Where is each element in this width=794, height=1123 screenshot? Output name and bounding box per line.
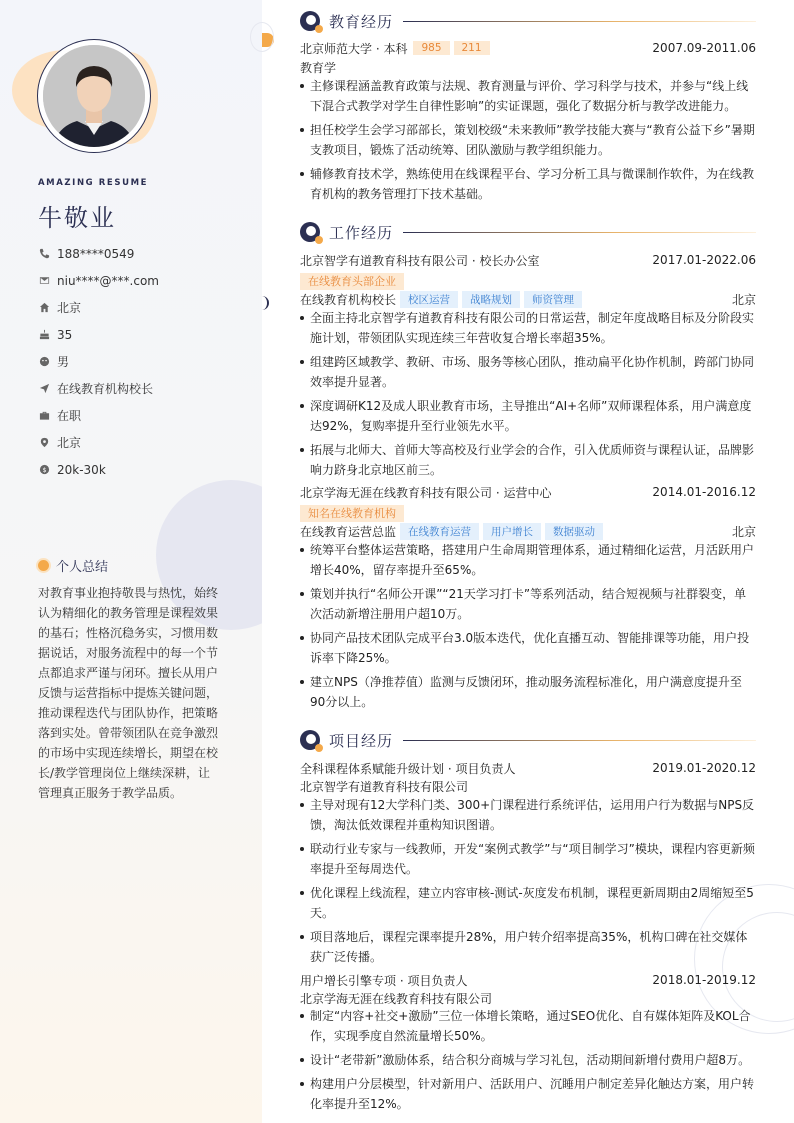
project-header — [300, 759, 756, 777]
list-item: 项目落地后，课程完课率提升28%，用户转介绍率提高35%，机构口碑在社交媒体获广泛传播。 — [300, 927, 756, 967]
location-icon — [38, 437, 50, 449]
summary-title: 个人总结 — [56, 560, 109, 575]
education-header — [300, 39, 756, 57]
project-company-row — [300, 777, 756, 795]
project-company: 北京学海无涯在线教育科技有限公司 — [300, 991, 493, 1006]
section-icon — [300, 11, 320, 31]
home-icon — [38, 302, 50, 314]
job-bullets — [300, 540, 756, 716]
contact-value: 20k-30k — [57, 462, 106, 477]
svg-text:$: $ — [41, 465, 47, 474]
section-work-heading — [300, 221, 756, 243]
skill-tag: 战略规划 — [462, 291, 520, 308]
education-date: 2007.09-2011.06 — [652, 41, 756, 55]
company-tag: 知名在线教育机构 — [300, 505, 404, 522]
project-date: 2018.01-2019.12 — [652, 973, 756, 987]
person-name: 牛敬业 — [38, 204, 116, 232]
contact-value: 在线教育机构校长 — [57, 382, 154, 396]
contact-age — [38, 321, 248, 348]
badge-211: 211 — [454, 41, 490, 55]
summary-text: 对教育事业抱持敬畏与热忱，始终认为精细化的教务管理是课程效果的基石；性格沉稳务实，习惯用数据说话，对服务流程中的每一个节点都追求严谨与闭环。擅长从用户反馈与运营指标中提炼关键问题，推动课程迭代与团队协作，把策略落到实处。曾带领团队在竞争激烈的市场中实现连续增长，期望在校长/教学管理岗位上继续深耕，让管理真正服务于教学品质。 — [38, 586, 219, 800]
section-icon — [300, 222, 320, 242]
list-item: 全面主持北京智学有道教育科技有限公司的日常运营，制定年度战略目标及分阶段实施计划，带领团队实现连续三年营收复合增长率超35%。 — [300, 308, 756, 348]
project-name: 全科课程体系赋能升级计划 · 项目负责人 — [300, 761, 516, 776]
list-item: 统筹平台整体运营策略，搭建用户生命周期管理体系，通过精细化运营，月活跃用户增长40%，留存率提升至65%。 — [300, 540, 756, 580]
job-bullets — [300, 308, 756, 484]
job-city: 北京 — [731, 524, 756, 539]
contact-value: 188****0549 — [57, 246, 135, 261]
list-item: 建立NPS（净推荐值）监测与反馈闭环，推动服务流程标准化，用户满意度提升至90分以上。 — [300, 672, 756, 712]
contact-gender — [38, 348, 248, 375]
job-header — [300, 483, 756, 501]
section-divider — [403, 232, 756, 233]
send-icon — [38, 383, 50, 395]
education-major: 教育学 — [300, 60, 337, 75]
salary-icon — [38, 464, 50, 476]
skill-tag: 师资管理 — [524, 291, 582, 308]
job-role-row — [300, 290, 756, 308]
summary-heading — [38, 556, 108, 575]
section-divider — [403, 21, 756, 22]
education-bullets — [300, 76, 756, 208]
list-item: 制定“内容+社交+激励”三位一体增长策略，通过SEO优化、自有媒体矩阵及KOL合作，实现季度自然流量增长50%。 — [300, 1006, 756, 1046]
section-divider — [403, 740, 756, 741]
contact-value: 北京 — [57, 436, 82, 450]
job-role: 在线教育运营总监 — [300, 524, 397, 539]
contact-list — [38, 240, 248, 483]
decor-notch — [262, 296, 269, 310]
mail-icon — [38, 275, 50, 287]
skill-tag: 用户增长 — [483, 523, 541, 540]
list-item: 设计“老带新”激励体系，结合积分商城与学习礼包，活动期间新增付费用户超8万。 — [300, 1050, 756, 1070]
gender-icon — [38, 356, 50, 368]
section-projects-heading — [300, 729, 756, 751]
contact-home — [38, 294, 248, 321]
avatar — [43, 45, 145, 147]
project-company-row — [300, 989, 756, 1007]
company-tag: 在线教育头部企业 — [300, 273, 404, 290]
job-header — [300, 251, 756, 269]
list-item: 拓展与北师大、首师大等高校及行业学会的合作，引入优质师资与课程认证，品牌影响力跻身北京地区前三。 — [300, 440, 756, 480]
project-bullets — [300, 1006, 756, 1118]
project-date: 2019.01-2020.12 — [652, 761, 756, 775]
project-bullets — [300, 795, 756, 971]
list-item: 担任校学生会学习部部长，策划校级“未来教师”教学技能大赛与“教育公益下乡”暑期支教项目，锻炼了活动统筹、团队激励与教学组织能力。 — [300, 120, 756, 160]
education-major-row — [300, 58, 756, 76]
section-title: 项目经历 — [329, 731, 394, 750]
section-icon — [300, 730, 320, 750]
project-header — [300, 971, 756, 989]
contact-value: 男 — [57, 355, 70, 369]
job-city: 北京 — [731, 292, 756, 307]
phone-icon — [38, 248, 50, 260]
skill-tag: 数据驱动 — [545, 523, 603, 540]
resume-tagline: AMAZING RESUME — [38, 178, 149, 188]
cake-icon — [38, 329, 50, 341]
section-title: 教育经历 — [329, 12, 394, 31]
section-education-heading — [300, 10, 756, 32]
contact-value: 在职 — [57, 409, 82, 423]
contact-value: niu****@***.com — [57, 273, 159, 288]
list-item: 深度调研K12及成人职业教育市场，主导推出“AI+名师”双师课程体系，用户满意度达92%，复购率提升至行业领先水平。 — [300, 396, 756, 436]
skill-tag: 在线教育运营 — [400, 523, 479, 540]
job-date: 2017.01-2022.06 — [652, 253, 756, 267]
school-line: 北京师范大学 · 本科 — [300, 41, 408, 56]
job-date: 2014.01-2016.12 — [652, 485, 756, 499]
sidebar — [0, 0, 262, 1123]
section-title: 工作经历 — [329, 223, 394, 242]
contact-email — [38, 267, 248, 294]
list-item: 联动行业专家与一线教师，开发“案例式教学”与“项目制学习”模块，课程内容更新频率提升至每周迭代。 — [300, 839, 756, 879]
job-role: 在线教育机构校长 — [300, 292, 397, 307]
badge-985: 985 — [413, 41, 449, 55]
job-role-row — [300, 522, 756, 540]
contact-value: 35 — [57, 327, 73, 342]
contact-value: 北京 — [57, 301, 82, 315]
contact-status — [38, 402, 248, 429]
briefcase-icon — [38, 410, 50, 422]
project-name: 用户增长引擎专项 · 项目负责人 — [300, 973, 468, 988]
contact-position — [38, 375, 248, 402]
list-item: 主导对现有12大学科门类、300+门课程进行系统评估，运用用户行为数据与NPS反馈，淘汰低效课程并重构知识图谱。 — [300, 795, 756, 835]
list-item: 策划并执行“名师公开课”“21天学习打卡”等系列活动，结合短视频与社群裂变，单次活动新增注册用户超10万。 — [300, 584, 756, 624]
contact-salary — [38, 456, 248, 483]
job-company: 北京智学有道教育科技有限公司 · 校长办公室 — [300, 253, 540, 268]
decor-ring — [250, 22, 274, 52]
list-item: 组建跨区域教学、教研、市场、服务等核心团队，推动扁平化协作机制，跨部门协同效率提升显著。 — [300, 352, 756, 392]
list-item: 协同产品技术团队完成平台3.0版本迭代，优化直播互动、智能排课等功能，用户投诉率下降25%。 — [300, 628, 756, 668]
project-company: 北京智学有道教育科技有限公司 — [300, 779, 469, 794]
job-company: 北京学海无涯在线教育科技有限公司 · 运营中心 — [300, 485, 552, 500]
contact-location — [38, 429, 248, 456]
skill-tag: 校区运营 — [400, 291, 458, 308]
list-item: 主修课程涵盖教育政策与法规、教育测量与评价、学习科学与技术，并参与“线上线下混合式教学对学生自律性影响”的实证课题，强化了数据分析与教学改进能力。 — [300, 76, 756, 116]
list-item: 优化课程上线流程，建立内容审核-测试-灰度发布机制，课程更新周期由2周缩短至5天。 — [300, 883, 756, 923]
dot-icon — [38, 560, 49, 571]
contact-phone — [38, 240, 248, 267]
list-item: 构建用户分层模型，针对新用户、活跃用户、沉睡用户制定差异化触达方案，用户转化率提升至12%。 — [300, 1074, 756, 1114]
list-item: 辅修教育技术学，熟练使用在线课程平台、学习分析工具与微课制作软件，为在线教育机构的教务管理打下技术基础。 — [300, 164, 756, 204]
